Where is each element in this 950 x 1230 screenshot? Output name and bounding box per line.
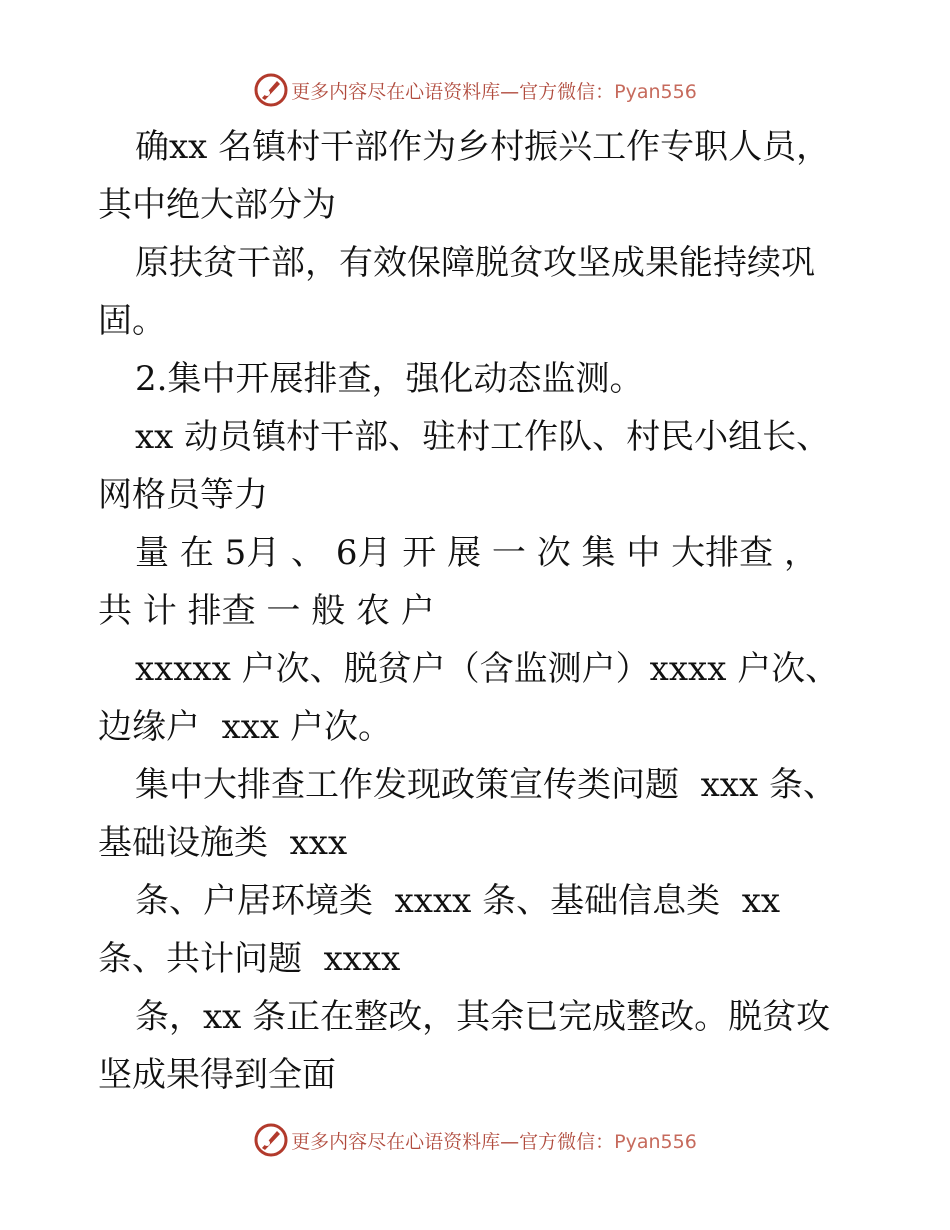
paragraph: 原扶贫干部，有效保障脱贫攻坚成果能持续巩固。 (98, 243, 815, 341)
paragraph: xx 动员镇村干部、驻村工作队、村民小组长、网格员等力 (98, 417, 831, 515)
document-body (98, 118, 843, 1104)
banner-text: 更多内容尽在心语资料库—官方微信：Pyan556 (291, 80, 697, 103)
quill-logo-icon (253, 72, 289, 108)
wechat-id: Pyan556 (614, 80, 697, 103)
wechat-id: Pyan556 (614, 1130, 697, 1153)
paragraph: 条，xx 条正在整改，其余已完成整改。脱贫攻坚成果得到全面 (98, 997, 831, 1095)
section-heading: 2.集中开展排查，强化动态监测。 (135, 359, 644, 399)
footer-banner (0, 1120, 950, 1160)
paragraph: 条、户居环境类 xxxx 条、基础信息类 xx 条、共计问题 xxxx (98, 881, 791, 979)
banner-text: 更多内容尽在心语资料库—官方微信：Pyan556 (291, 1130, 697, 1153)
header-banner (0, 70, 950, 110)
quill-logo-icon (253, 1122, 289, 1158)
paragraph: xxxxx 户次、脱贫户（含监测户）xxxx 户次、边缘户 xxx 户次。 (98, 649, 840, 747)
paragraph: 量 在 5月 、 6月 开 展 一 次 集 中 大排查 ， 共 计 排查 一 般 农 户 (98, 533, 829, 631)
paragraph: 集中大排查工作发现政策宣传类问题 xxx 条、基础设施类 xxx (98, 765, 837, 863)
paragraph: 确xx 名镇村干部作为乡村振兴工作专职人员，其中绝大部分为 (98, 127, 831, 225)
